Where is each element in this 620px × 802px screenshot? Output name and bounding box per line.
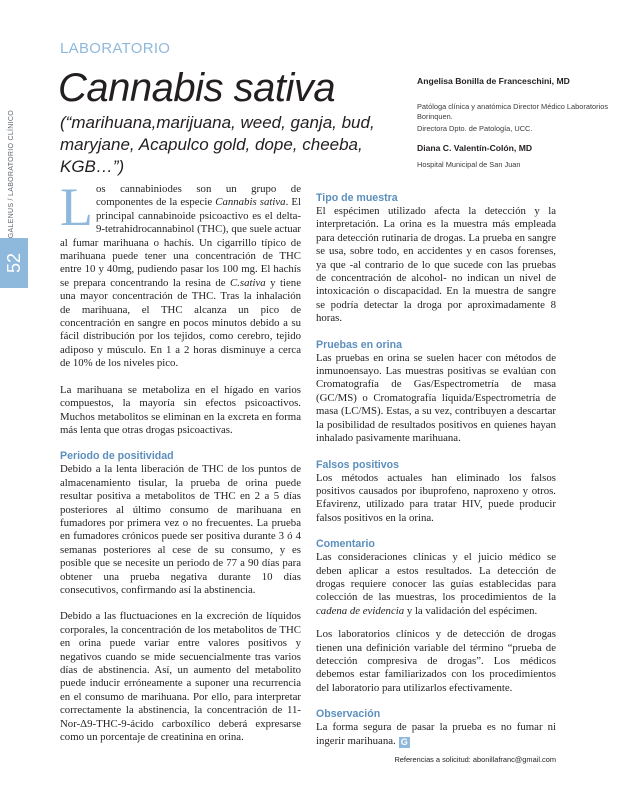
page-number: 52: [4, 252, 24, 274]
author-affiliation: Directora Dpto. de Patología, UCC.: [417, 124, 533, 133]
positivity-paragraph-2: Debido a las fluctuaciones en la excreción de líquidos corporales, la concentración de los metabolitos de THC en orina puede variar entre valores positivos y negativos cuando se mide secuencialmente tras varios días de abstinencia. Así, un aumento del metabolito puede inducir erróneamente a suponer una recurrencia en el consumo de marihuana. Por ello, para interpretar correctamente la abstinencia, la concentración de 11-Nor-Δ9-THC-9-ácido carboxílico deberá expresarse como un porcentaje de creatinina en orina.: [60, 610, 301, 744]
author-name: Diana C. Valentín-Colón, MD: [417, 143, 533, 153]
comment-paragraph-1: Las consideraciones clínicas y el juicio médico se deben aplicar a estos resultados. La detección de drogas requiere conocer las guías establecidas para colección de las muestras, los procedimientos de la cadena de evidencia y la validación del espécimen.: [316, 551, 556, 617]
left-column: [60, 177, 302, 744]
page-number-tab: [0, 238, 28, 288]
drop-cap: L: [60, 177, 93, 237]
false-positives-paragraph: Los métodos actuales han eliminado los falsos positivos causados por ibuprofeno, naproxeno y otros. Efavirenz, utilizado para tratar HIV, puede producir falsos positivos en la orina.: [316, 471, 556, 524]
intro-paragraph: Los cannabiniodes son un grupo de componentes de la especie Cannabis sativa. El principal cannabinoide psicoactivo es el delta-9-tetrahidrocannabinol (THC), que suele actuar al fumar marihuana o hachís. Un cigarrillo típico de marihuana puede tener una concentración de THC entre 10 y 40mg, pudiendo pasar los 100 mg. El hachís se prepara concentrando la resina de C.sativa y tiene una mayor concentración de THC. Tras la inhalación de marihuana, el THC alcanza un pico de concentración en sangre en pocos minutos debido a su fácil distribución por los tejidos, como cerebro, tejido adiposo y músculo. En 1 a 2 horas disminuye a cerca de 10% de los niveles pico.: [60, 177, 302, 370]
author-name: Angelisa Bonilla de Franceschini, MD: [417, 76, 570, 86]
comment-paragraph-2: Los laboratorios clínicos y de detección de drogas tienen una definición variable del término “prueba de detección compresiva de drogas”. Los médicos debemos estar familiarizados con los procedimientos del laboratorio para utilizarlos efectivamente.: [316, 628, 556, 694]
heading-observation: Observación: [316, 708, 381, 721]
metabolism-paragraph: La marihuana se metaboliza en el hígado en varios compuestos, la mayoría sin efectos psicoactivos. Muchos metabolitos se eliminan en la excreta en forma más lenta que otras drogas psicoactivas.: [60, 383, 301, 436]
references-footer: Referencias a solicitud: abonillafranc@gmail.com: [394, 755, 556, 764]
urine-paragraph: Las pruebas en orina se suelen hacer con métodos de inmunoensayo. Las muestras positivas se evalúan con Cromatografía de Gas/Espectrometría de masa (GC/MS) o Cromatografía líquida/Espectrometría de masa (LC/MS). Estas, a su vez, contribuyen a descartar la posibilidad de resultados positivos en quienes hayan inhalado pasivamente marihuana.: [316, 351, 556, 445]
author-affiliation: Hospital Municipal de San Juan: [417, 160, 521, 169]
sidebar: [0, 0, 28, 802]
article-subtitle: (“marihuana,marijuana, weed, ganja, bud, maryjane, Acapulco gold, dope, cheeba, KGB…”): [60, 113, 375, 176]
section-label: LABORATORIO: [60, 40, 171, 57]
heading-false-positives: Falsos positivos: [316, 458, 400, 471]
article-title: Cannabis sativa: [58, 66, 336, 110]
author-affiliation: Patóloga clínica y anatómica Director Médico Laboratorios Borinquen.: [417, 102, 609, 121]
heading-comment: Comentario: [316, 538, 375, 551]
chain-of-evidence: cadena de evidencia: [316, 604, 405, 617]
heading-urine-tests: Pruebas en orina: [316, 338, 402, 351]
end-mark-icon: G: [400, 736, 408, 747]
species-abbreviation: C.sativa: [230, 276, 266, 289]
heading-positivity-period: Periodo de positividad: [60, 450, 174, 463]
species-name: Cannabis sativa: [215, 196, 286, 209]
journal-label: GALENUS / LABORATORIO CLÍNICO: [8, 110, 15, 239]
sample-paragraph: El espécimen utilizado afecta la detección y la interpretación. La orina es la muestra más empleada para detección rutinaria de drogas. La prueba en sangre se usa, sobre todo, en accidentes y en casos forenses, ya que -al contrario de lo que sucede con las pruebas de concentración de alcohol- no indican un nivel de intoxicación o discapacidad. En la muestra de sangre se podría detectar la droga por aproximadamente 8 horas.: [316, 205, 556, 325]
right-column: [316, 192, 556, 748]
heading-sample-type: Tipo de muestra: [316, 192, 398, 204]
positivity-paragraph-1: Debido a la lenta liberación de THC de los puntos de almacenamiento tisular, la prueba de orina puede resultar positiva a metabolitos de THC en 2 a 5 días posteriores al último consumo de marihuana en fumadores por primera vez o no frecuentes. La prueba en fumadores crónicos puede ser positiva durante 3 ó 4 semanas posteriores al cese de su consumo, y es posible que se necesite un periodo de 77 a 90 días para obtener una prueba negativa durante 10 días consecutivos, confirmando así la abstinencia.: [60, 463, 301, 596]
observation-paragraph: La forma segura de pasar la prueba es no fumar ni ingerir marihuana. G: [316, 721, 556, 747]
